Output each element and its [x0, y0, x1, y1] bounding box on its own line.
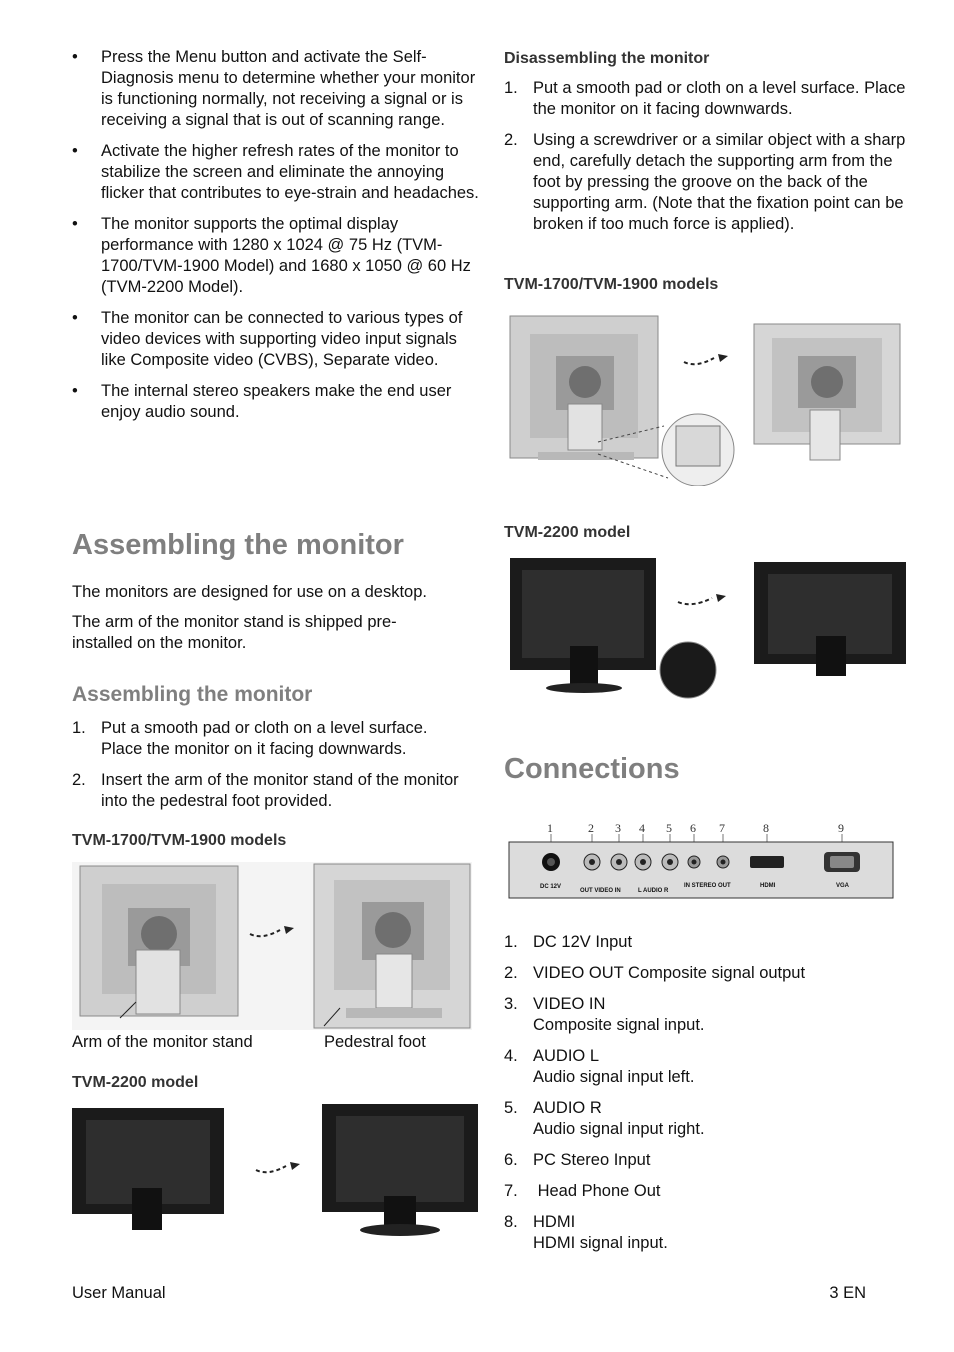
port-number: 6 — [690, 821, 696, 835]
bullet-icon: • — [72, 309, 78, 327]
dark-monitor-detach-illustration — [508, 556, 908, 702]
list-item: 7. Head Phone Out — [504, 1182, 661, 1200]
silver-monitor-illustration — [72, 862, 472, 1030]
intro-bullet-list — [72, 47, 480, 433]
list-item: 1. Put a smooth pad or cloth on a level surface. Place the monitor on it facing downwards. — [72, 719, 428, 758]
list-item: 1. Put a smooth pad or cloth on a level surface. Place the monitor on it facing downwards. — [504, 79, 906, 118]
assembling-silver-figure — [72, 862, 472, 1030]
disassembling-models-a-heading: TVM-1700/TVM-1900 models — [504, 276, 719, 293]
port-number: 5 — [666, 821, 672, 835]
list-item: 5. AUDIO R Audio signal input right. — [504, 1099, 705, 1138]
panel-label-dc: DC 12V — [540, 884, 562, 890]
assembling-dark-figure — [72, 1104, 480, 1240]
list-item: • Activate the higher refresh rates of the monitor to stabilize the screen and eliminate the annoying flicker that contributes to eye-strain and headaches. — [72, 142, 479, 202]
assembling-models-b-heading: TVM-2200 model — [72, 1074, 199, 1091]
list-item: 4. AUDIO L Audio signal input left. — [504, 1047, 695, 1086]
disassembling-steps — [504, 78, 908, 245]
list-item: • The monitor can be connected to various types of video devices with supporting video input signals like Composite video (CVBS), Separate video. — [72, 309, 463, 369]
panel-label-video: OUT VIDEO IN — [580, 888, 621, 894]
bullet-icon: • — [72, 382, 78, 400]
bullet-icon: • — [72, 142, 78, 160]
panel-label-hdmi: HDMI — [760, 883, 776, 889]
port-number: 3 — [615, 821, 621, 835]
disassembling-silver-figure — [508, 314, 904, 486]
port-number: 4 — [639, 821, 645, 835]
caption-foot: Pedestral foot — [324, 1033, 426, 1051]
port-number: 2 — [588, 821, 594, 835]
assembling-steps — [72, 718, 472, 822]
assembling-para-2: The arm of the monitor stand is shipped pre-installed on the monitor. — [72, 613, 397, 652]
panel-label-vga: VGA — [836, 883, 850, 889]
dark-monitor-illustration — [72, 1104, 480, 1240]
assembling-title: Assembling the monitor — [72, 529, 404, 561]
list-item: 2. Using a screwdriver or a similar object with a sharp end, carefully detach the supporting arm from the foot by pressing the groove on the back of the supporting arm. (Note that the fixation point can be broken if too much force is applied). — [504, 131, 906, 233]
list-item: 2. VIDEO OUT Composite signal output — [504, 964, 806, 982]
list-item: 2. Insert the arm of the monitor stand of the monitor into the pedestral foot provided. — [72, 771, 459, 810]
port-number: 9 — [838, 821, 844, 835]
bullet-icon: • — [72, 215, 78, 233]
panel-label-stereo: IN STEREO OUT — [684, 883, 731, 889]
assembling-para-1: The monitors are designed for use on a desktop. — [72, 583, 427, 601]
list-item: 3. VIDEO IN Composite signal input. — [504, 995, 705, 1034]
disassembling-models-b-heading: TVM-2200 model — [504, 524, 631, 541]
port-number: 7 — [719, 821, 725, 835]
assembling-models-a-heading: TVM-1700/TVM-1900 models — [72, 832, 287, 849]
connections-title: Connections — [504, 753, 680, 785]
list-item: • The monitor supports the optimal display performance with 1280 x 1024 @ 75 Hz (TVM-1700/TVM-1900 Model) and 1680 x 1050 @ 60 Hz (TVM-2200 Model). — [72, 215, 471, 296]
list-item: • The internal stereo speakers make the end user enjoy audio sound. — [72, 382, 452, 421]
panel-label-audio: L AUDIO R — [638, 888, 669, 894]
disassembling-title: Disassembling the monitor — [504, 50, 710, 67]
port-number: 8 — [763, 821, 769, 835]
silver-monitor-detach-illustration — [508, 314, 904, 486]
footer-left: User Manual — [72, 1284, 166, 1302]
list-item: 6. PC Stereo Input — [504, 1151, 651, 1169]
list-item: • Press the Menu button and activate the Self-Diagnosis menu to determine whether your monitor is functioning normally, not receiving a signal or is receiving a signal that is out of scanning range. — [72, 48, 476, 129]
port-number: 1 — [547, 821, 553, 835]
list-item: 8. HDMI HDMI signal input. — [504, 1213, 668, 1252]
footer-page-number: 3 EN — [829, 1284, 866, 1302]
connector-panel-figure — [508, 818, 894, 900]
list-item: 1. DC 12V Input — [504, 933, 633, 951]
bullet-icon: • — [72, 48, 78, 66]
caption-arm: Arm of the monitor stand — [72, 1033, 253, 1051]
assembling-subtitle: Assembling the monitor — [72, 683, 313, 706]
connections-list — [504, 932, 908, 1264]
disassembling-dark-figure — [508, 556, 908, 702]
